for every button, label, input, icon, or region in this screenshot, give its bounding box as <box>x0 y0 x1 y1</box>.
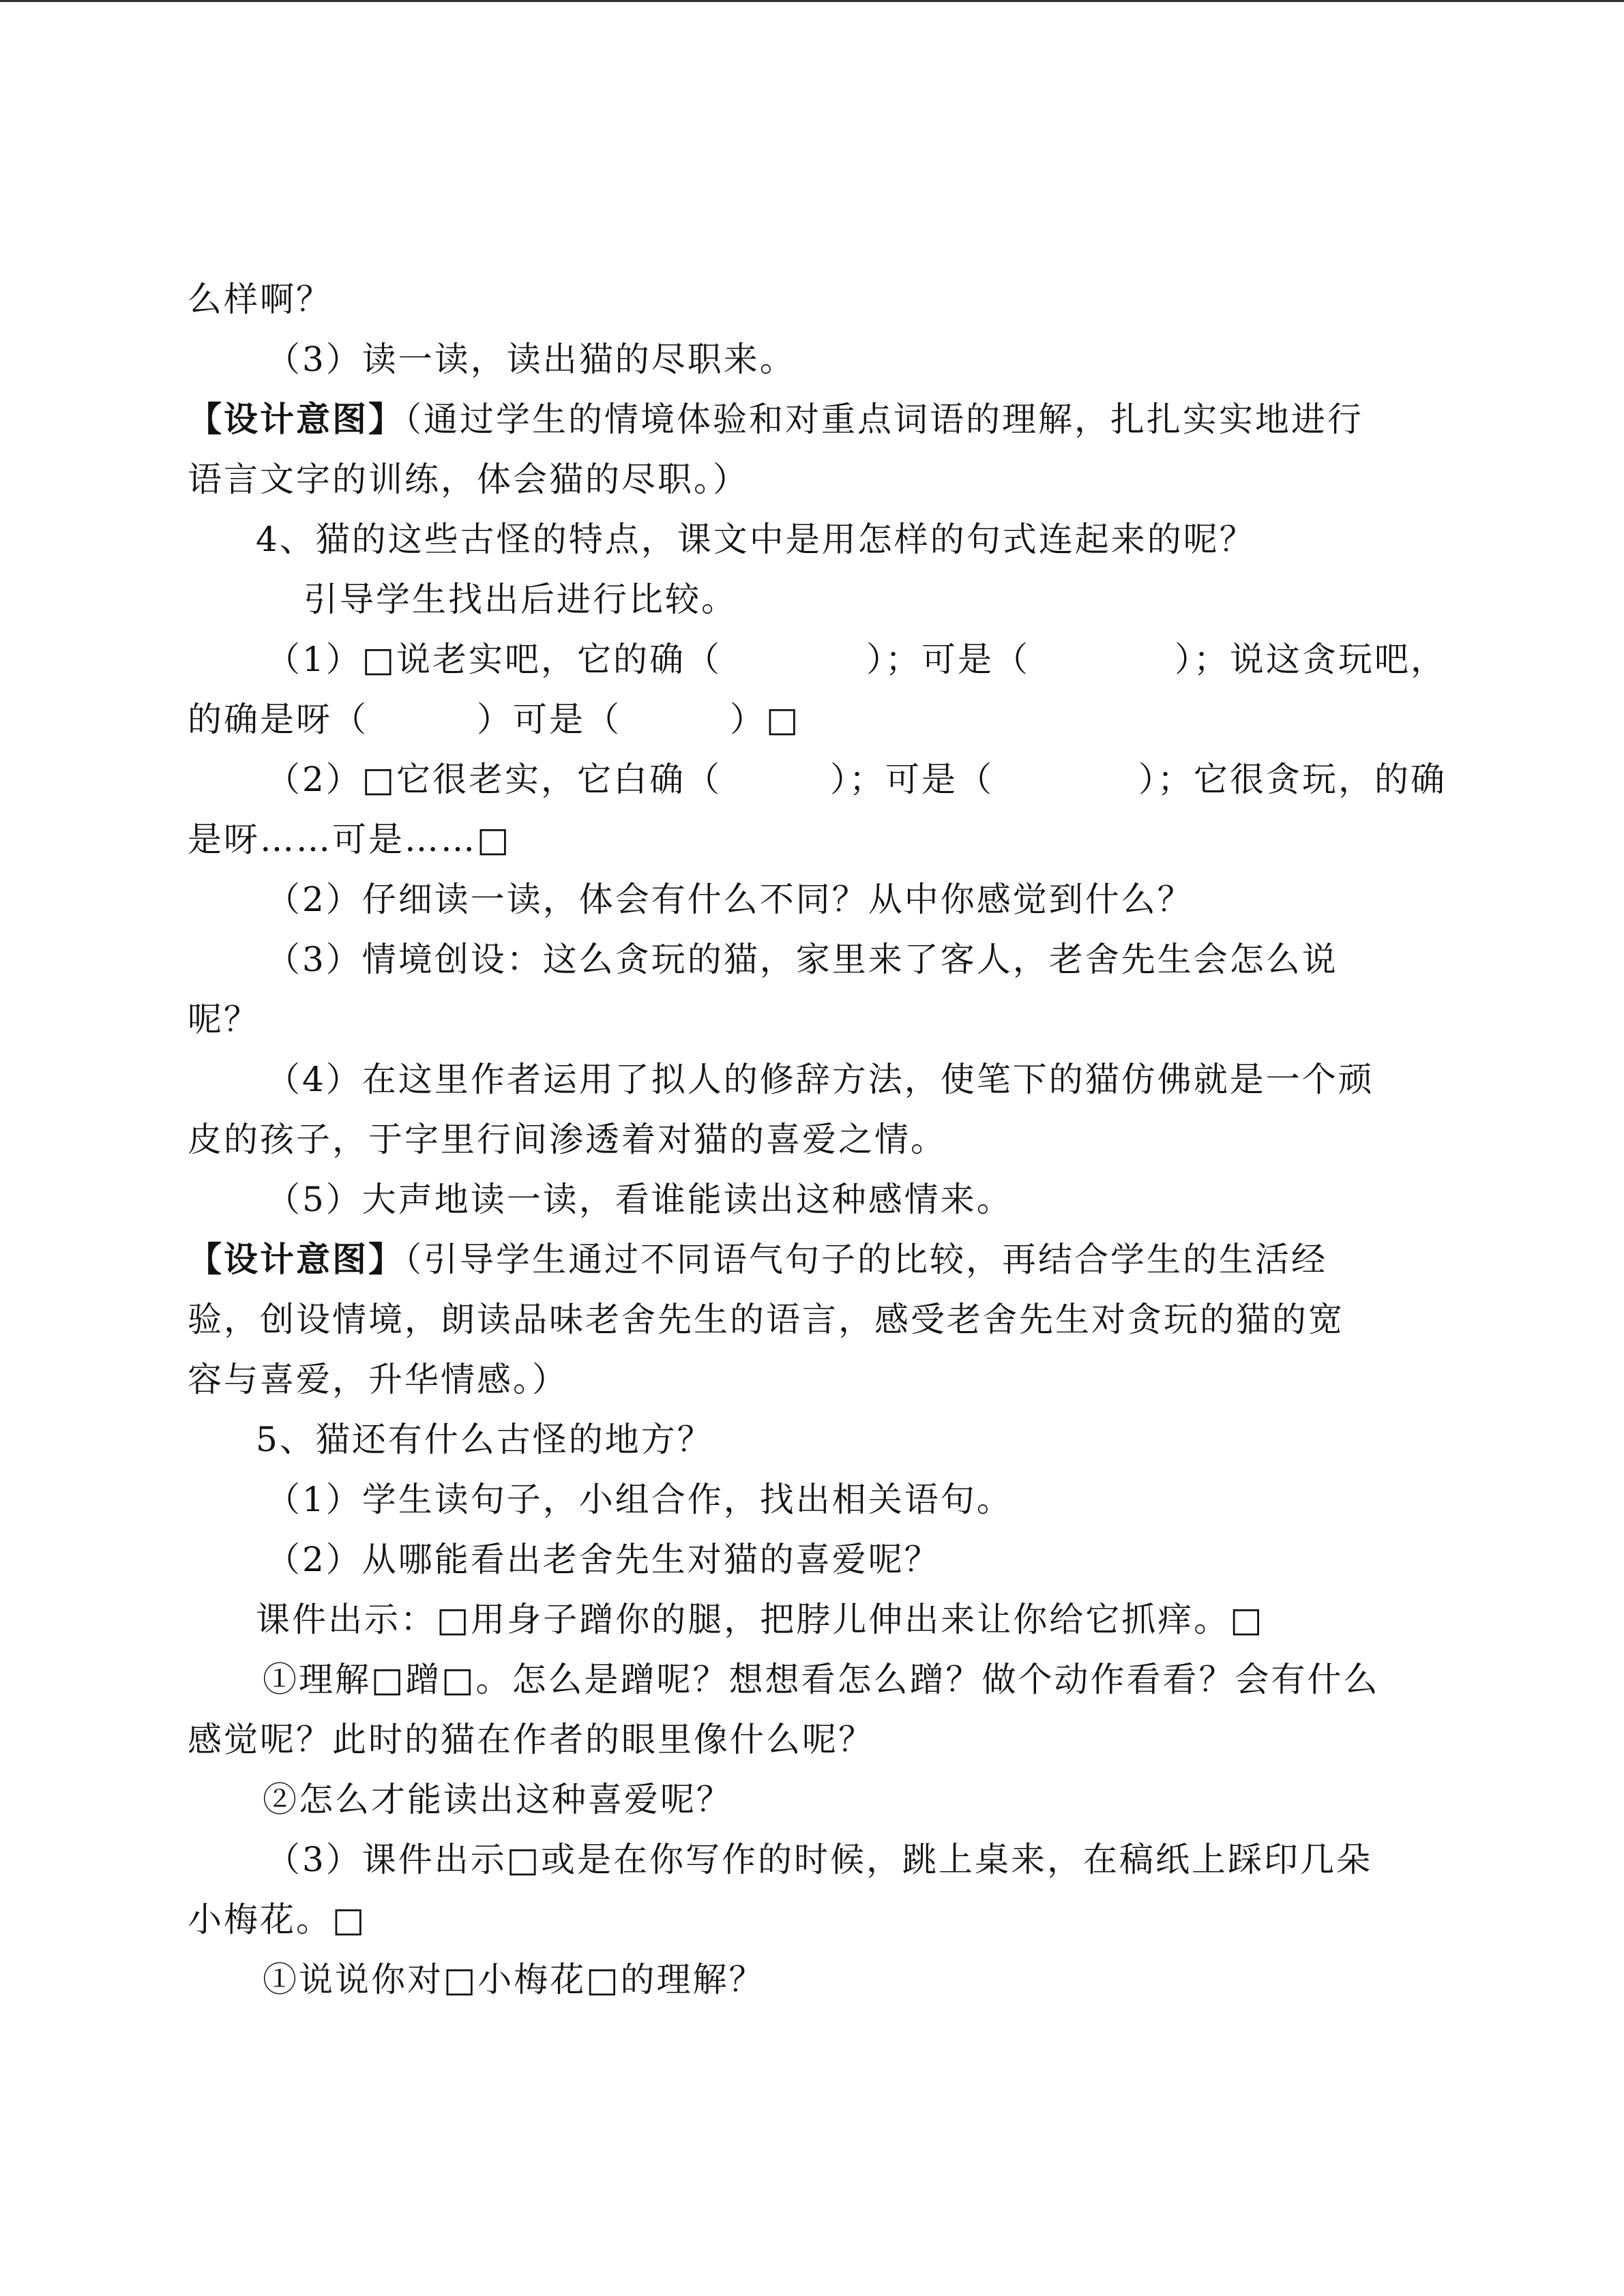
text-line: （1）□说老实吧，它的确（ ）；可是（ ）；说这贪玩吧， <box>266 640 1447 679</box>
text-line: 小梅花。□ <box>188 1900 367 1939</box>
text-line: 皮的孩子，于字里行间渗透着对猫的喜爱之情。 <box>188 1120 947 1159</box>
text-line: 容与喜爱，升华情感。） <box>188 1360 568 1399</box>
text-line: 语言文字的训练，体会猫的尽职。） <box>188 460 749 499</box>
text-line: 感觉呢？此时的猫在作者的眼里像什么呢？ <box>188 1720 874 1759</box>
design-intent-line <box>188 389 1436 449</box>
text-line: （3）情境创设：这么贪玩的猫，家里来了客人，老舍先生会怎么说 <box>266 940 1338 979</box>
text-line: 呢？ <box>188 1000 260 1039</box>
design-intent-text: （引导学生通过不同语气句子的比较，再结合学生的生活经 <box>404 1240 1327 1279</box>
design-intent-text: （通过学生的情境体验和对重点词语的理解，扎扎实实地进行 <box>404 400 1363 439</box>
design-intent-line <box>188 1229 1436 1289</box>
text-line: （2）仔细读一读，体会有什么不同？从中你感觉到什么？ <box>266 880 1194 919</box>
text-line: 么样啊？ <box>188 280 332 319</box>
design-intent-label: 【设计意图】 <box>188 399 404 439</box>
text-line: 的确是呀（ ）可是（ ）□ <box>188 700 801 739</box>
text-line: （2）□它很老实，它白确（ ）；可是（ ）；它很贪玩，的确 <box>266 760 1447 799</box>
text-line: 验，创设情境，朗读品味老舍先生的语言，感受老舍先生对贪玩的猫的宽 <box>188 1300 1344 1339</box>
text-line: ②怎么才能读出这种喜爱呢？ <box>263 1780 733 1819</box>
text-line: （2）从哪能看出老舍先生对猫的喜爱呢？ <box>266 1540 941 1579</box>
text-line: （4）在这里作者运用了拟人的修辞方法，使笔下的猫仿佛就是一个顽 <box>266 1060 1374 1099</box>
text-line: 4、猫的这些古怪的特点，课文中是用怎样的句式连起来的呢？ <box>256 520 1256 559</box>
text-line: （3）读一读，读出猫的尽职来。 <box>266 340 796 379</box>
text-line: （5）大声地读一读，看谁能读出这种感情来。 <box>266 1180 1013 1219</box>
text-line: ①理解□蹭□。怎么是蹭呢？想想看怎么蹭？做个动作看看？会有什么 <box>263 1660 1380 1699</box>
text-line: 引导学生找出后进行比较。 <box>304 580 737 619</box>
text-line: 课件出示：□用身子蹭你的腿，把脖儿伸出来让你给它抓痒。□ <box>256 1600 1265 1639</box>
text-line: 是呀……可是……□ <box>188 820 512 859</box>
text-line: （3）课件出示□或是在你写作的时候，跳上桌来，在稿纸上踩印几朵 <box>266 1840 1373 1879</box>
design-intent-label: 【设计意图】 <box>188 1239 404 1279</box>
text-line: 5、猫还有什么古怪的地方？ <box>256 1420 713 1459</box>
page-top-border <box>0 0 1624 2</box>
document-page <box>188 269 1447 2010</box>
text-line: ①说说你对□小梅花□的理解？ <box>263 1960 765 1999</box>
text-line: （1）学生读句子，小组合作，找出相关语句。 <box>266 1480 1013 1519</box>
